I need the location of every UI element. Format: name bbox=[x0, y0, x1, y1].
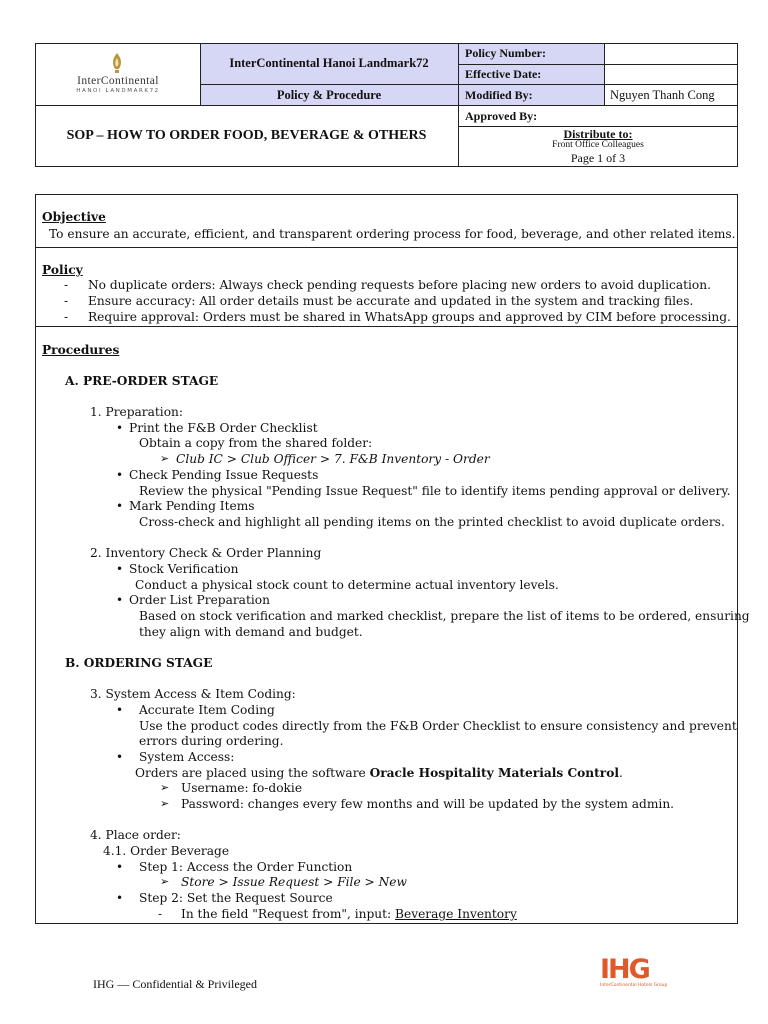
logo-sub-text: HANOI LANDMARK72 bbox=[76, 88, 160, 94]
order-list-preparation: Order List Preparation bbox=[129, 593, 270, 607]
check-pending: Check Pending Issue Requests bbox=[129, 468, 319, 482]
request-from-value: Beverage Inventory bbox=[395, 907, 517, 921]
orders-placed-suffix: . bbox=[618, 766, 623, 780]
bullet-icon: • bbox=[116, 562, 124, 576]
approved-by-label: Approved By: bbox=[465, 108, 538, 123]
bullet-icon: • bbox=[116, 468, 124, 482]
bullet-icon: • bbox=[116, 860, 124, 874]
step-4-1: 4.1. Order Beverage bbox=[103, 844, 230, 858]
dash-marker: - bbox=[64, 310, 69, 324]
sub-step-1: Step 1: Access the Order Function bbox=[139, 860, 353, 874]
hotel-name: InterContinental Hanoi Landmark72 bbox=[229, 56, 429, 70]
policy-item: Ensure accuracy: All order details must be accurate and updated in the system and tracking files. bbox=[88, 294, 694, 308]
policy-item: No duplicate orders: Always check pending requests before placing new orders to avoid duplication. bbox=[88, 278, 711, 292]
dash-marker: - bbox=[64, 278, 69, 292]
stock-count: Conduct a physical stock count to determine actual inventory levels. bbox=[135, 578, 559, 592]
confidential-footer: IHG — Confidential & Privileged bbox=[93, 977, 257, 991]
order-list-desc: Based on stock verification and marked checklist, prepare the list of items to be ordered, ensuring bbox=[139, 609, 750, 623]
arrow-bullet-icon: ➢ bbox=[160, 875, 170, 888]
policy-title: Policy bbox=[42, 263, 83, 277]
bullet-icon: • bbox=[116, 499, 124, 513]
dash-marker: - bbox=[158, 907, 163, 921]
modified-by-value: Nguyen Thanh Cong bbox=[610, 87, 715, 102]
mark-pending: Mark Pending Items bbox=[129, 499, 255, 513]
request-from-prefix: In the field "Request from", input: bbox=[181, 907, 396, 921]
distribute-value: Front Office Colleagues bbox=[552, 140, 644, 150]
distribute-label: Distribute to: bbox=[563, 127, 633, 141]
orders-placed-line bbox=[135, 766, 623, 781]
stage-b-heading: B. ORDERING STAGE bbox=[65, 656, 213, 670]
objective-title: Objective bbox=[42, 210, 106, 224]
request-from-line bbox=[181, 907, 517, 922]
stock-verification: Stock Verification bbox=[129, 562, 239, 576]
step-4: 4. Place order: bbox=[90, 828, 181, 842]
modified-by-label: Modified By: bbox=[465, 87, 533, 102]
system-access: System Access: bbox=[139, 750, 235, 764]
bullet-icon: • bbox=[116, 421, 124, 435]
print-checklist: Print the F&B Order Checklist bbox=[129, 421, 318, 435]
sop-title: SOP – HOW TO ORDER FOOD, BEVERAGE & OTHERS bbox=[66, 128, 427, 143]
policy-number-label: Policy Number: bbox=[465, 46, 546, 60]
accurate-coding: Accurate Item Coding bbox=[139, 703, 275, 717]
bullet-icon: • bbox=[116, 891, 124, 905]
step-2: 2. Inventory Check & Order Planning bbox=[90, 546, 322, 560]
doc-type: Policy & Procedure bbox=[276, 87, 382, 102]
step-1: 1. Preparation: bbox=[90, 405, 183, 419]
procedures-title: Procedures bbox=[42, 343, 120, 357]
arrow-bullet-icon: ➢ bbox=[160, 781, 170, 794]
policy-item: Require approval: Orders must be shared in WhatsApp groups and approved by CIM before processing. bbox=[88, 310, 731, 324]
dash-marker: - bbox=[64, 294, 69, 308]
stage-a-heading: A. PRE-ORDER STAGE bbox=[65, 374, 219, 388]
ihg-logo-sub: InterContinental Hotels Group bbox=[600, 983, 668, 988]
order-list-desc: they align with demand and budget. bbox=[139, 625, 363, 639]
ihg-logo-text: IHG bbox=[600, 954, 649, 985]
bullet-icon: • bbox=[116, 703, 124, 717]
step-3: 3. System Access & Item Coding: bbox=[90, 687, 296, 701]
ihg-logo bbox=[598, 956, 680, 992]
effective-date-label: Effective Date: bbox=[465, 66, 542, 81]
bullet-icon: • bbox=[116, 750, 124, 764]
password: Password: changes every few months and will be updated by the system admin. bbox=[181, 797, 675, 811]
bullet-icon: • bbox=[116, 593, 124, 607]
logo-brand-text: InterContinental bbox=[77, 75, 159, 87]
coding-desc: errors during ordering. bbox=[139, 734, 284, 748]
sub-step-2: Step 2: Set the Request Source bbox=[139, 891, 333, 905]
folder-path: Club IC > Club Officer > 7. F&B Inventory - Order bbox=[176, 452, 490, 466]
username: Username: fo-dokie bbox=[181, 781, 303, 795]
cross-check: Cross-check and highlight all pending items on the printed checklist to avoid duplicate orders. bbox=[139, 515, 725, 529]
software-name: Oracle Hospitality Materials Control bbox=[369, 766, 619, 780]
intercontinental-logo bbox=[36, 44, 200, 105]
coding-desc: Use the product codes directly from the F&B Order Checklist to ensure consistency and prevent bbox=[139, 719, 737, 733]
orders-placed-prefix: Orders are placed using the software bbox=[135, 766, 370, 780]
gold-flame-icon bbox=[110, 52, 124, 74]
arrow-bullet-icon: ➢ bbox=[160, 797, 170, 810]
objective-text: To ensure an accurate, efficient, and transparent ordering process for food, beverage, and other related items. bbox=[49, 227, 736, 241]
menu-path: Store > Issue Request > File > New bbox=[181, 875, 407, 889]
page-number: Page 1 of 3 bbox=[570, 151, 626, 165]
obtain-copy: Obtain a copy from the shared folder: bbox=[139, 436, 373, 450]
arrow-bullet-icon: ➢ bbox=[160, 452, 170, 465]
review-file: Review the physical "Pending Issue Request" file to identify items pending approval or delivery. bbox=[139, 484, 731, 498]
